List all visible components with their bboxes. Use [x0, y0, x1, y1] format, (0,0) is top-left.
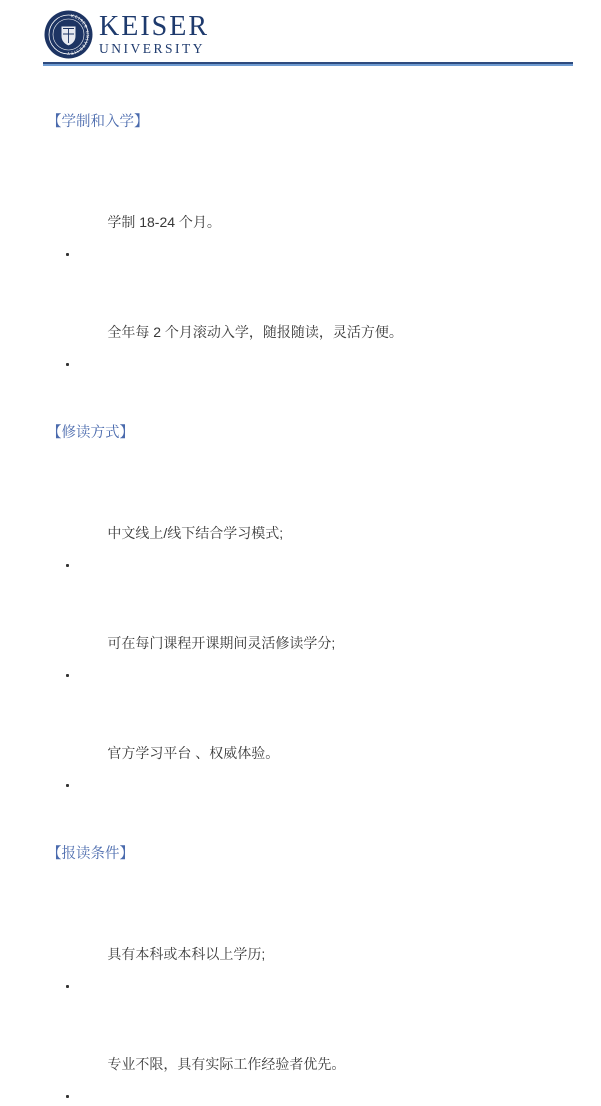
bullet-text: 官方学习平台 、权威体验。: [107, 745, 280, 761]
list-item: [65, 685, 601, 795]
list-item: [65, 575, 601, 685]
bullet-text: 专业不限，具有实际工作经验者优先。: [107, 1056, 346, 1072]
list-item: [65, 264, 601, 374]
university-logo: [44, 0, 601, 59]
bullet-list-study-mode: [65, 465, 601, 795]
bullet-text: 全年每 2 个月滚动入学，随报随读，灵活方便。: [107, 324, 403, 340]
bullet-list-enrollment: [65, 154, 601, 374]
bullet-text: 学制 18-24 个月。: [107, 214, 221, 230]
list-item: [65, 886, 601, 996]
wordmark: [99, 10, 209, 56]
bullet-dot-icon: [66, 674, 69, 677]
brand-subtitle: UNIVERSITY: [99, 40, 205, 56]
bullet-text: 可在每门课程开课期间灵活修读学分;: [107, 635, 336, 651]
bullet-dot-icon: [66, 363, 69, 366]
list-item: [65, 465, 601, 575]
bullet-dot-icon: [66, 784, 69, 787]
bullet-list-requirements: [65, 886, 601, 1106]
bullet-dot-icon: [66, 1095, 69, 1098]
list-item: [65, 996, 601, 1106]
header-divider-rule: [43, 62, 573, 66]
section-heading-requirements: 【报读条件】: [47, 846, 134, 862]
bullet-text: 中文线上/线下结合学习模式;: [107, 525, 284, 541]
bullet-dot-icon: [66, 253, 69, 256]
list-item: [65, 154, 601, 264]
brand-name: KEISER: [99, 10, 209, 42]
section-heading-study-mode: 【修读方式】: [47, 425, 134, 441]
section-heading-enrollment: 【学制和入学】: [47, 114, 149, 130]
bullet-dot-icon: [66, 985, 69, 988]
bullet-text: 具有本科或本科以上学历;: [107, 946, 266, 962]
bullet-dot-icon: [66, 564, 69, 567]
seal-arc-text: KEISER UNIVERSITY: [65, 12, 91, 56]
university-seal-icon: [44, 10, 93, 59]
